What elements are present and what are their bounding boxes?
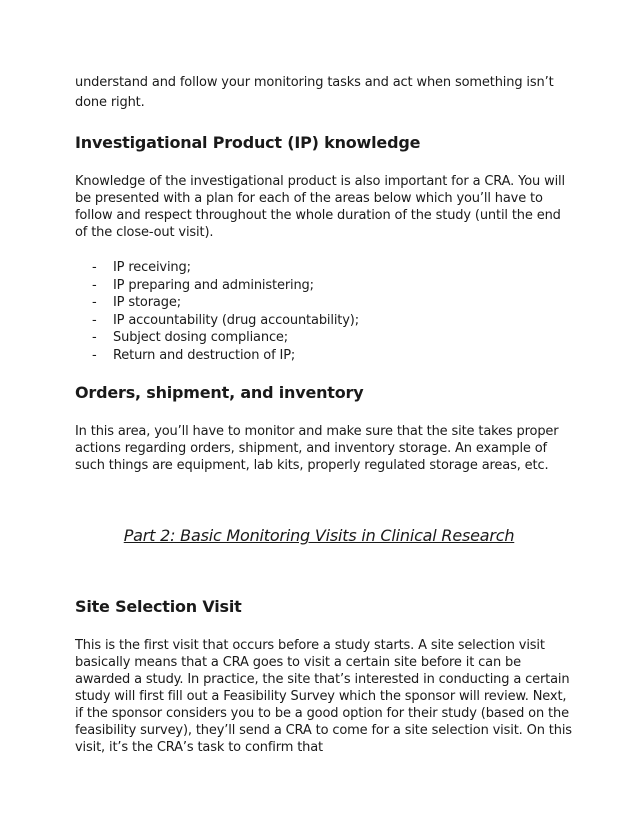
part-2-title: Part 2: Basic Monitoring Visits in Clinical Research	[123, 526, 515, 545]
list-item-text: IP preparing and administering;	[113, 277, 314, 293]
orders-heading: Orders, shipment, and inventory	[75, 383, 364, 402]
dash-bullet: -	[92, 295, 97, 311]
list-item-text: IP receiving;	[113, 260, 191, 275]
list-item-text: IP storage;	[113, 295, 181, 311]
dash-bullet: -	[92, 277, 97, 293]
dash-bullet: -	[92, 330, 97, 346]
list-item-text: Return and destruction of IP;	[113, 347, 296, 363]
list-item	[92, 329, 359, 347]
list-item	[92, 312, 359, 330]
list-item-text: IP accountability (drug accountability);	[113, 312, 359, 328]
dash-bullet: -	[92, 312, 97, 328]
orders-paragraph: In this area, you’ll have to monitor and make sure that the site takes proper actions regarding orders, shipment, and inventory storage. An example of such things are equipment, lab kits, properly regulated storage areas, etc.	[75, 424, 559, 473]
list-item	[92, 259, 359, 277]
list-item	[92, 347, 359, 365]
ip-knowledge-paragraph: Knowledge of the investigational product is also important for a CRA. You will be presented with a plan for each of the areas below which you’ll have to follow and respect throughout the whole duration of the study (until the end of the close-out visit).	[75, 174, 565, 240]
list-item	[92, 277, 359, 295]
intro-paragraph: understand and follow your monitoring tasks and act when something isn’t done right.	[75, 75, 554, 110]
site-selection-paragraph: This is the first visit that occurs before a study starts. A site selection visit basically means that a CRA goes to visit a certain site before it can be awarded a study. In practice, the site that’s interested in conducting a certain study will first fill out a Feasibility Survey which the sponsor will review. Next, if the sponsor considers you to be a good option for their study (based on the feasibility survey), they’ll send a CRA to come for a site selection visit. On this visit, it’s the CRA’s task to confirm that	[75, 638, 572, 755]
dash-bullet: -	[92, 260, 97, 275]
site-selection-heading: Site Selection Visit	[75, 597, 242, 616]
dash-bullet: -	[92, 347, 97, 363]
list-item-text: Subject dosing compliance;	[113, 330, 289, 346]
ip-knowledge-heading: Investigational Product (IP) knowledge	[75, 133, 421, 152]
list-item	[92, 294, 359, 312]
ip-areas-list	[92, 259, 359, 365]
